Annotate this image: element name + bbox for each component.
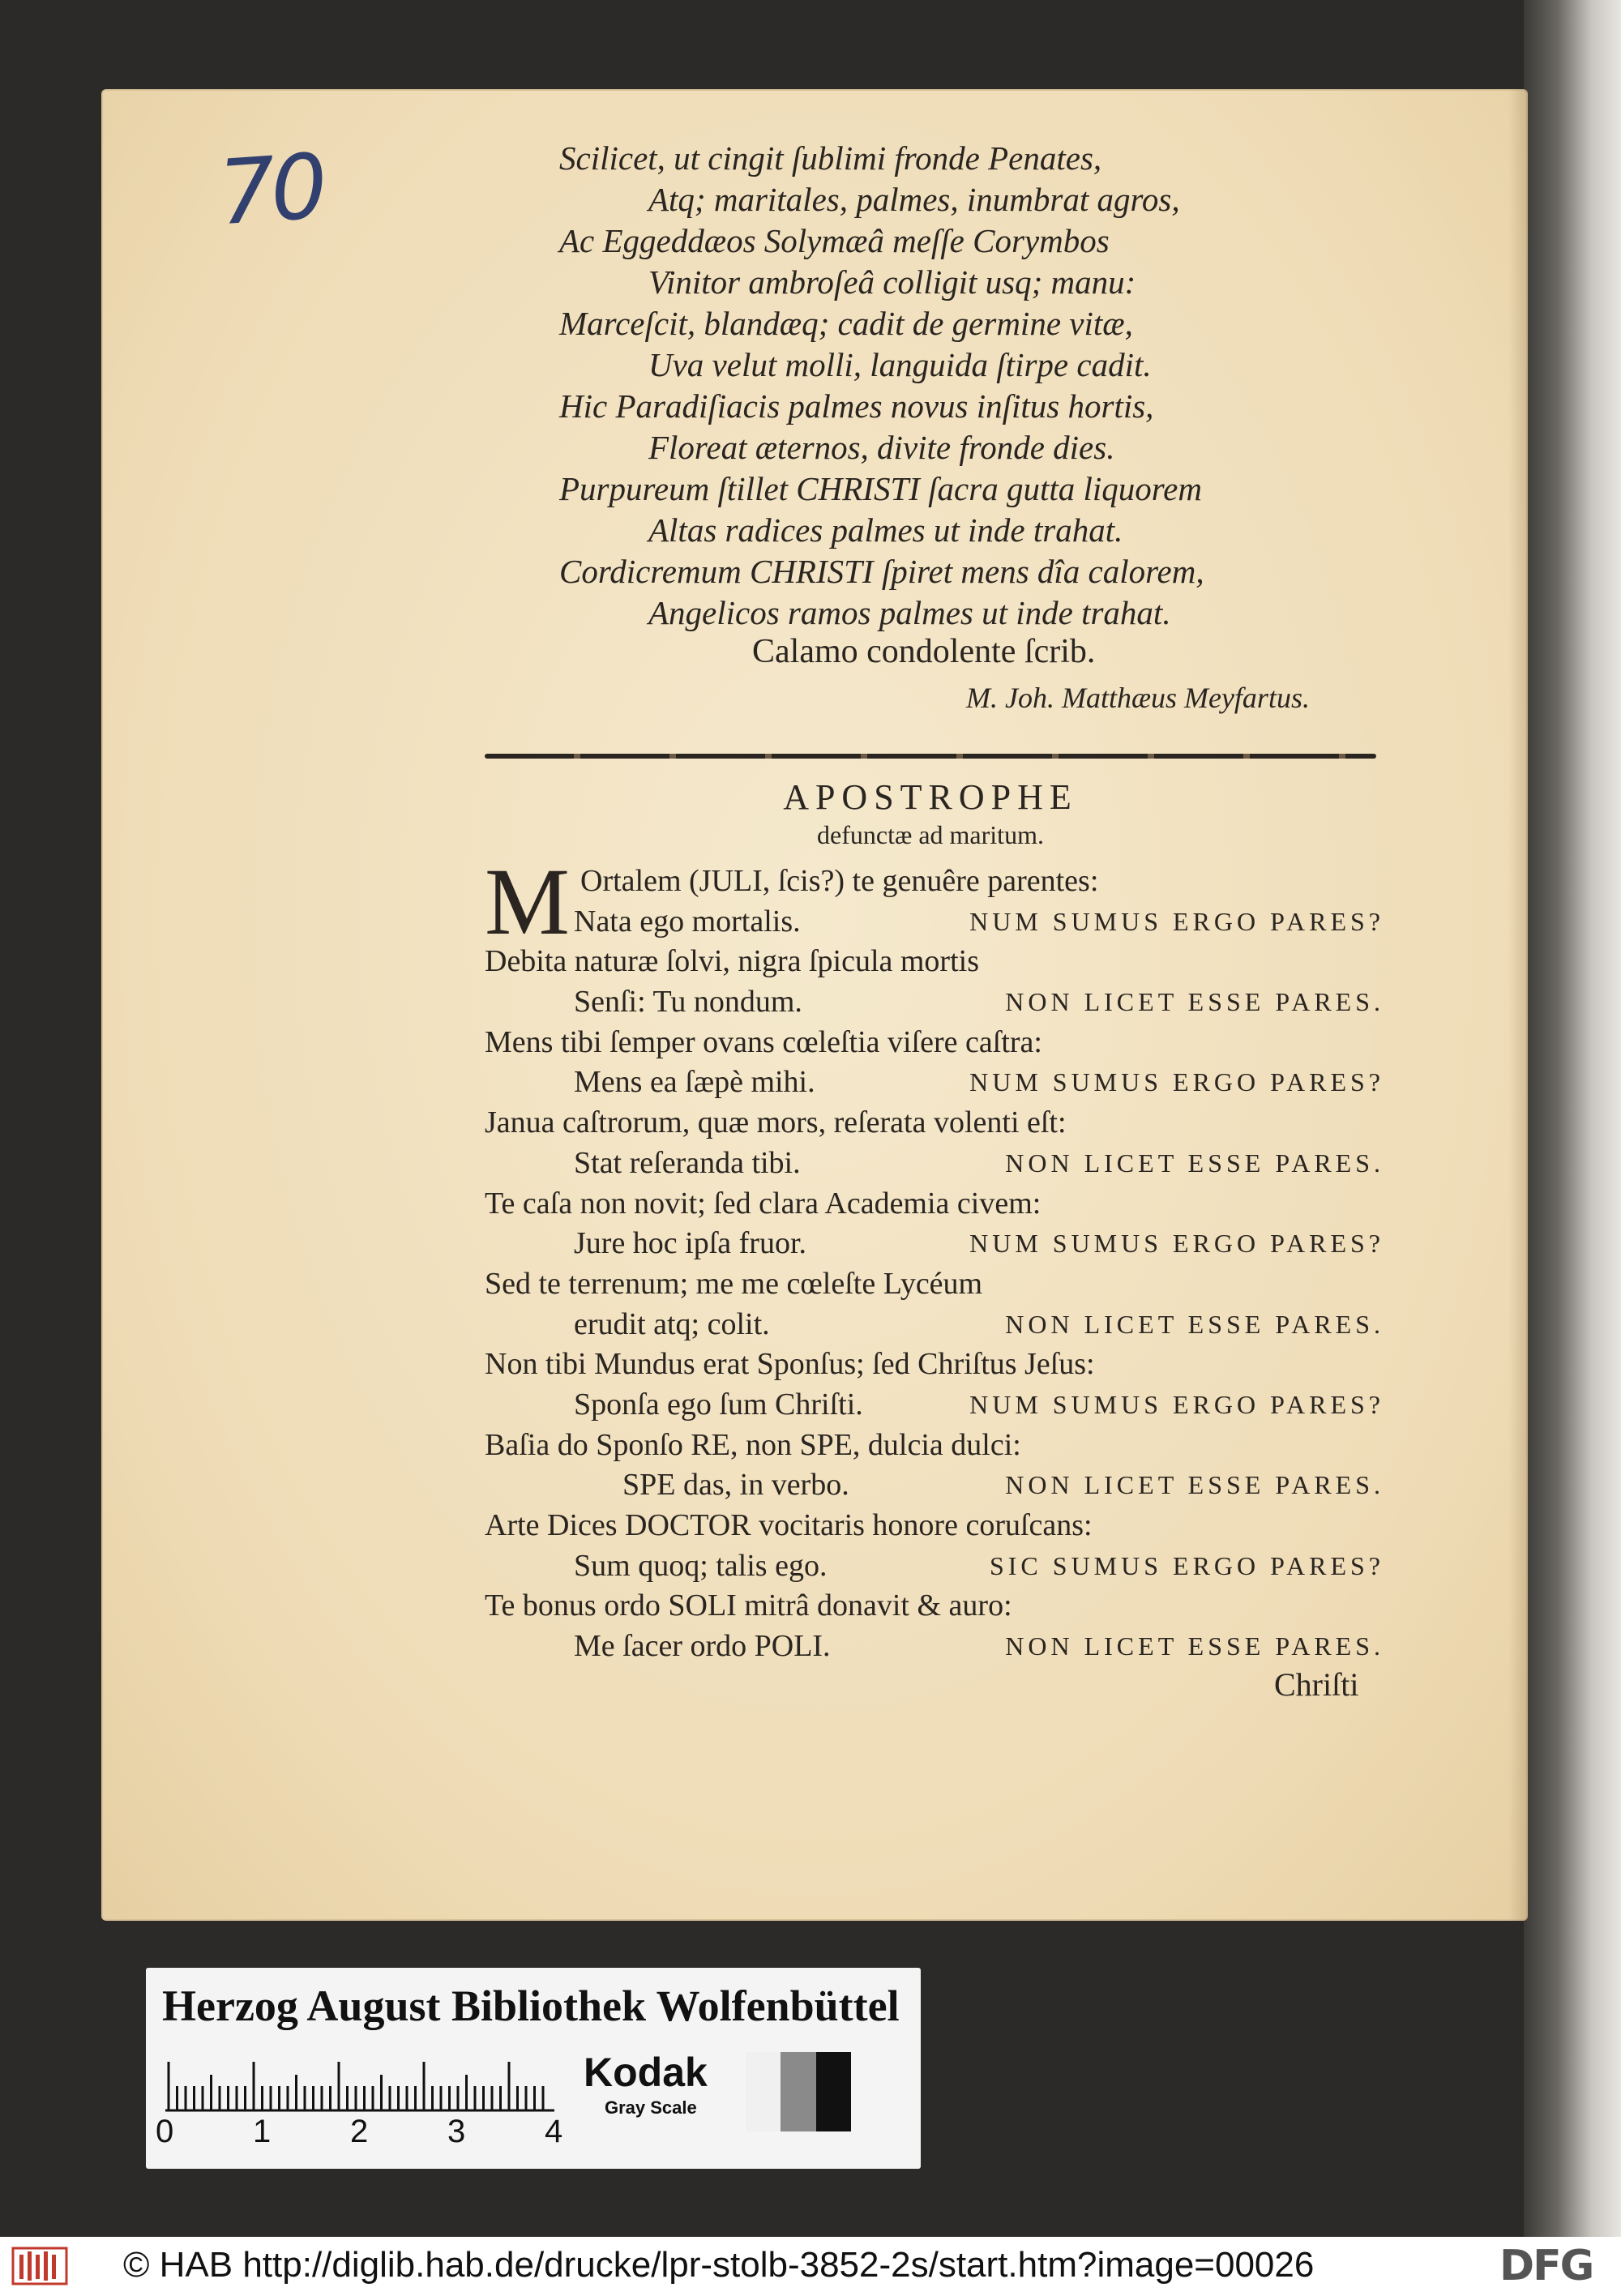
line-text: Jure hoc ipſa fruor. — [574, 1226, 807, 1261]
line-text: Ortalem (JULI, ſcis?) te genuêre parentes: — [580, 864, 1099, 898]
apostrophe-line — [485, 942, 1384, 982]
ruler-number: 1 — [253, 2114, 272, 2149]
poem-line: Marceſcit, blandæq; cadit de germine vitæ, — [559, 305, 1133, 342]
source-url: © HAB http://diglib.hab.de/drucke/lpr-stolb-3852-2s/start.htm?image=00026 — [123, 2245, 1315, 2285]
line-text: Nata ego mortalis. — [574, 904, 801, 938]
refrain: NUM SUMUS ERGO PARES? — [969, 1229, 1384, 1259]
line-text: Mens ea ſæpè mihi. — [574, 1065, 815, 1100]
apostrophe-line — [485, 982, 1384, 1023]
poem-line: Angelicos ramos palmes ut inde trahat. — [648, 594, 1171, 631]
poem-line: Purpureum ſtillet CHRISTI ſacra gutta liquorem — [559, 470, 1202, 507]
folio-number: 70 — [215, 134, 327, 246]
library-name: Herzog August Bibliothek Wolfenbüttel — [162, 1982, 900, 2030]
apostrophe-line — [485, 1345, 1384, 1385]
line-text: Te bonus ordo SOLI mitrâ donavit & auro: — [485, 1588, 1012, 1623]
gray-patch — [781, 2052, 815, 2131]
refrain: SIC SUMUS ERGO PARES? — [989, 1550, 1384, 1580]
refrain: NON LICET ESSE PARES. — [1005, 1309, 1384, 1339]
line-text: Arte Dices DOCTOR vocitaris honore coruſcans: — [485, 1508, 1093, 1542]
kodak-logo: Kodak — [584, 2050, 708, 2095]
refrain: NON LICET ESSE PARES. — [1005, 1470, 1384, 1500]
catchword: Chriſti — [1274, 1666, 1359, 1703]
signature-note: Calamo condolente ſcrib. — [752, 633, 1096, 670]
apostrophe-line — [485, 1546, 1384, 1587]
apostrophe-line — [485, 1062, 1384, 1103]
apostrophe-line — [485, 1023, 1384, 1063]
poem-line: Altas radices palmes ut inde trahat. — [648, 511, 1123, 549]
apostrophe-line — [485, 1103, 1384, 1144]
apostrophe-block — [485, 862, 1384, 1667]
line-text: Senſi: Tu nondum. — [574, 985, 802, 1020]
apostrophe-line — [485, 1465, 1384, 1506]
line-text: Sum quoq; talis ego. — [574, 1548, 828, 1583]
refrain: NUM SUMUS ERGO PARES? — [969, 906, 1384, 936]
signature-author: M. Joh. Matthæus Meyfartus. — [966, 682, 1310, 714]
poem-line: Ac Eggeddæos Solymæâ meſſe Corymbos — [559, 222, 1110, 259]
ruler-number: 3 — [447, 2114, 466, 2149]
dfg-logo: DFG — [1499, 2242, 1593, 2290]
line-text: erudit atq; colit. — [574, 1306, 770, 1341]
refrain: NON LICET ESSE PARES. — [1005, 987, 1384, 1017]
gray-scale-patches — [746, 2052, 851, 2131]
refrain: NUM SUMUS ERGO PARES? — [969, 1389, 1384, 1419]
poem-line: Floreat æternos, divite fronde dies. — [648, 429, 1115, 466]
line-text: Te caſa non novit; ſed clara Academia civem: — [485, 1186, 1041, 1221]
line-text: Debita naturæ ſolvi, nigra ſpicula mortis — [485, 944, 979, 979]
line-text: Janua caſtrorum, quæ mors, reſerata volenti eſt: — [485, 1105, 1067, 1140]
apostrophe-line — [485, 1426, 1384, 1466]
apostrophe-line — [485, 1506, 1384, 1546]
section-subheading: defunctæ ad maritum. — [817, 820, 1044, 849]
line-text: Baſia do Sponſo RE, non SPE, dulcia dulci: — [485, 1427, 1021, 1462]
ruler-number: 2 — [350, 2114, 369, 2149]
refrain: NUM SUMUS ERGO PARES? — [969, 1067, 1384, 1097]
section-heading: APOSTROPHE — [783, 777, 1078, 817]
apostrophe-line — [485, 1627, 1384, 1667]
line-text: Mens tibi ſemper ovans cœleſtia viſere caſtra: — [485, 1024, 1042, 1059]
poem-line: Cordicremum CHRISTI ſpiret mens dîa calorem, — [559, 553, 1204, 590]
apostrophe-line — [485, 1144, 1384, 1184]
line-text: Sed te terrenum; me me cœleſte Lycéum — [485, 1266, 983, 1301]
apostrophe-line — [485, 1264, 1384, 1305]
hab-logo-icon — [11, 2245, 68, 2287]
poem-line: Uva velut molli, languida ſtirpe cadit. — [648, 346, 1152, 383]
poem-block — [559, 138, 1410, 634]
apostrophe-line — [485, 1184, 1384, 1225]
line-text: Stat reſeranda tibi. — [574, 1145, 801, 1180]
ruler-scale — [165, 2055, 554, 2112]
color-calibration-card — [146, 1968, 921, 2169]
apostrophe-line — [485, 1305, 1384, 1345]
background-stack — [1524, 0, 1621, 2237]
apostrophe-line — [485, 1224, 1384, 1264]
line-text: Me ſacer ordo POLI. — [574, 1629, 831, 1664]
page-edge-shadow — [1508, 89, 1528, 1921]
apostrophe-line — [485, 1385, 1384, 1426]
line-text: SPE das, in verbo. — [622, 1468, 849, 1503]
apostrophe-line — [485, 902, 1384, 943]
gray-scale-label: Gray Scale — [605, 2097, 697, 2118]
gray-patch — [816, 2052, 851, 2131]
poem-line: Hic Paradiſiacis palmes novus inſitus hortis, — [559, 387, 1154, 425]
apostrophe-line — [485, 1586, 1384, 1627]
line-text: Sponſa ego ſum Chriſti. — [574, 1387, 863, 1422]
divider-rule — [485, 754, 1376, 759]
refrain: NON LICET ESSE PARES. — [1005, 1148, 1384, 1178]
ruler-number: 0 — [156, 2114, 174, 2149]
gray-patch — [746, 2052, 781, 2131]
poem-line: Vinitor ambroſeâ colligit usq; manu: — [648, 263, 1136, 301]
poem-line: Scilicet, ut cingit ſublimi fronde Penates, — [559, 139, 1102, 177]
ruler-number: 4 — [545, 2114, 563, 2149]
poem-line: Atq; maritales, palmes, inumbrat agros, — [648, 181, 1180, 218]
footer-bar — [0, 2237, 1621, 2296]
line-text: Non tibi Mundus erat Sponſus; ſed Chriſtus Jeſus: — [485, 1347, 1095, 1382]
drop-cap: M — [485, 849, 570, 955]
apostrophe-line — [485, 862, 1384, 902]
refrain: NON LICET ESSE PARES. — [1005, 1631, 1384, 1661]
